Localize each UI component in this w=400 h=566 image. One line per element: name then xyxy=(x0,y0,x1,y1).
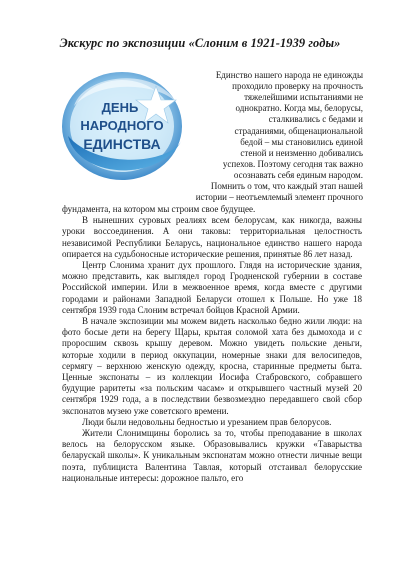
paragraph: Люди были недовольны бедностью и урезанием прав белорусов. xyxy=(82,416,332,427)
intro-line: бедой – мы становились единой xyxy=(240,137,363,147)
unity-day-emblem xyxy=(58,66,190,184)
emblem-line-2: НАРОДНОГО xyxy=(80,118,164,133)
intro-line: осознавать себя единым народом. xyxy=(233,170,363,180)
paragraph: фундамента, на котором мы строим свое будущее. xyxy=(62,204,256,214)
intro-line: успехов. Поэтому сегодня так важно xyxy=(222,159,363,169)
emblem-line-3: ЕДИНСТВА xyxy=(83,136,161,152)
paragraph: Центр Слонима хранит дух прошлого. Глядя на исторические здания, можно представить, как выглядел город Гродненской губернии в составе Российской империи. Или в межвоенное время, когда вместе с другими городами и районами Западной Беларуси отошел к Польше. Но уже 18 сентября 1939 года Слоним встречал бойцов Красной Армии. xyxy=(62,260,362,315)
intro-line: однократно. Когда мы, белорусы, xyxy=(235,103,363,113)
intro-line: проходило проверку на прочность xyxy=(232,81,363,91)
paragraph: В нынешних суровых реалиях всем белорусам, как никогда, важны уроки воссоединения. А они таковы: территориальная целостность независимой Республики Беларусь, национальное единство нашего народа опирается на судьбоносные исторические решения, принятые 86 лет назад. xyxy=(62,215,362,259)
intro-line: сталкивались с бедами и xyxy=(268,114,363,124)
article-body xyxy=(62,204,362,484)
emblem-line-1: ДЕНЬ xyxy=(101,100,139,115)
intro-line: страданиями, общенациональной xyxy=(234,126,363,136)
intro-line: истории – неотъемлемый элемент прочного xyxy=(195,192,363,202)
paragraph: В начале экспозиции мы можем видеть насколько бедно жили люди: на фото босые дети на берегу Щары, крытая соломой хата без дымохода и с проросшим сквозь крышу деревом. Можно увидеть польские деньги, которые ходили в период оккупации, номерные знаки для велосипедов, сермягу – верхнюю женскую одежду, кросна, старинные предметы быта. Ценные экспонаты – из коллекции Иосифа Стабровского, собравшего будущие раритеты «за польским часам» и открывшего частный музей 20 сентября 1929 года, а в последствии безвозмездно передавшего свой сбор экспонатов музею уже советского времени. xyxy=(62,316,362,416)
intro-line: Помнить о том, что каждый этап нашей xyxy=(210,181,363,191)
paragraph: Жители Слонимщины боролись за то, чтобы преподавание в школах велось на белорусском языке. Образовывались кружки «Таварыства беларускай школы». К уникальным экспонатам можно отнести личные вещи поэта, публициста Валентина Тавлая, который отстаивал белорусские национальные интересы: дорожное пальто, его xyxy=(62,428,362,483)
intro-line: стеной и неизменно добивались xyxy=(240,148,363,158)
intro-line: Единство нашего народа не единожды xyxy=(215,70,363,80)
page-title: Экскурс по экспозиции «Слоним в 1921-1939 годы» xyxy=(59,36,341,50)
intro-line: тяжелейшими испытаниями не xyxy=(244,92,363,102)
